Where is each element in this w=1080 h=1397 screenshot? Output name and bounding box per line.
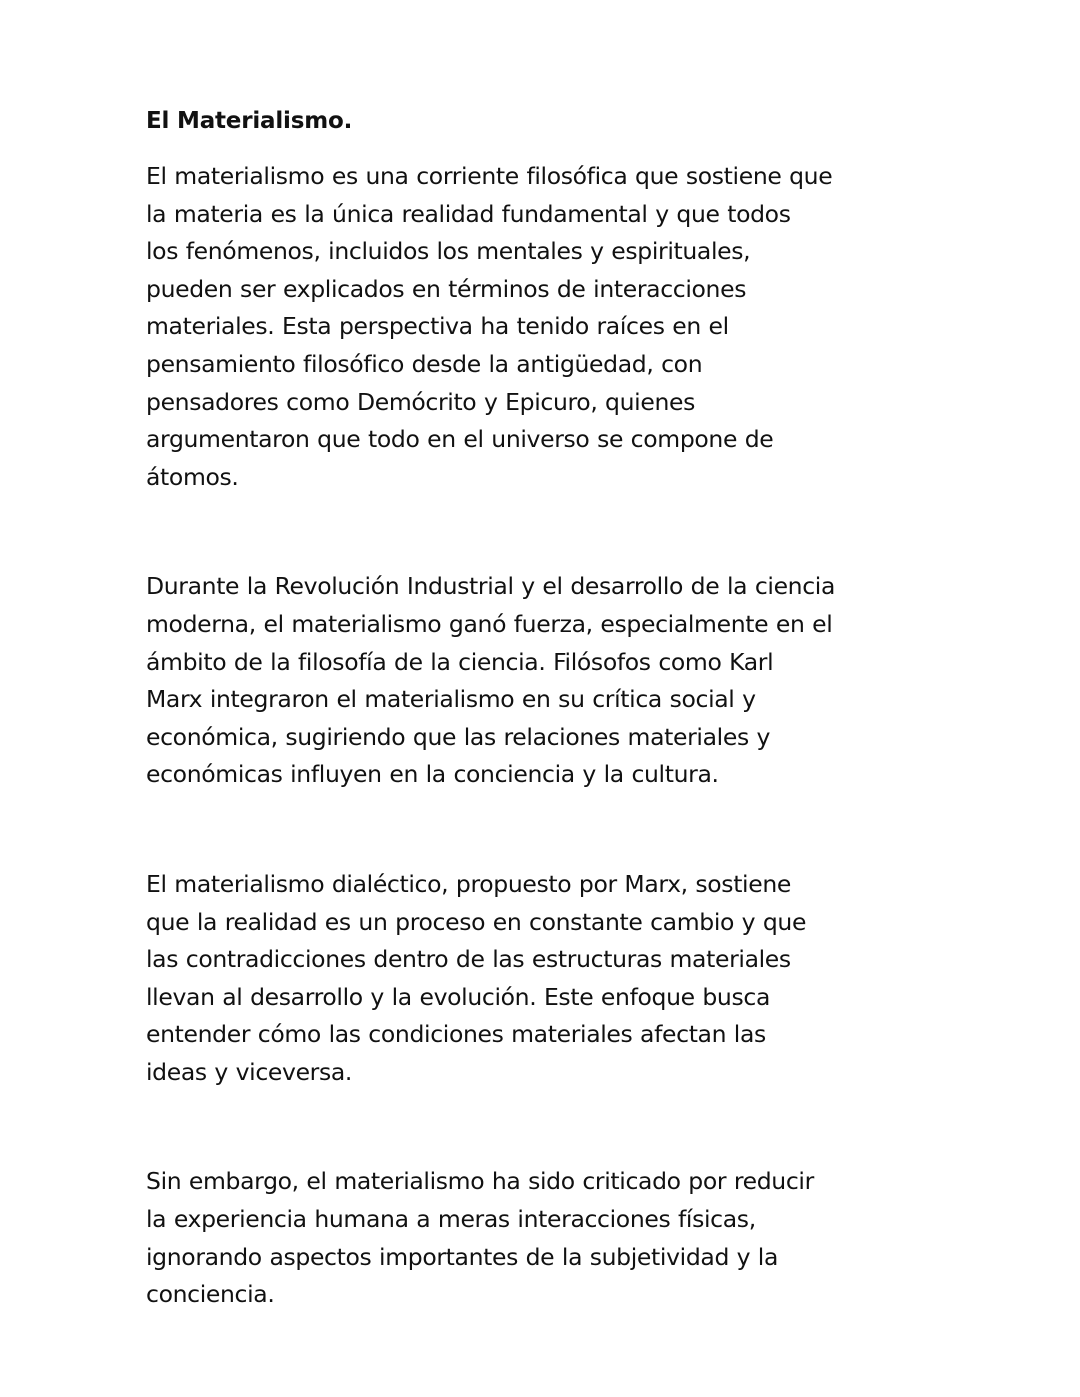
paragraph-industrial-revolution: Durante la Revolución Industrial y el desarrollo de la ciencia moderna, el materialismo ganó fuerza, especialmente en el ámbito de la filosofía de la ciencia. Filósofos como Karl Marx integraron el materialismo en su crítica social y económica, sugiriendo que las relaciones materiales y económicas influyen en la conciencia y la cultura.: [146, 572, 836, 789]
paragraph-dialectical-materialism: El materialismo dialéctico, propuesto por Marx, sostiene que la realidad es un proceso en constante cambio y que las contradicciones dentro de las estructuras materiales llevan al desarrollo y la evolución. Este enfoque busca entender cómo las condiciones materiales afectan las ideas y viceversa.: [146, 869, 807, 1086]
paragraph-criticism: Sin embargo, el materialismo ha sido criticado por reducir la experiencia humana a meras interacciones físicas, ignorando aspectos importantes de la subjetividad y la conciencia.: [146, 1167, 814, 1309]
paragraph-introduction: El materialismo es una corriente filosófica que sostiene que la materia es la única realidad fundamental y que todos los fenómenos, incluidos los mentales y espirituales, pueden ser explicados en términos de interacciones materiales. Esta perspectiva ha tenido raíces en el pensamiento filosófico desde la antigüedad, con pensadores como Demócrito y Epicuro, quienes argumentaron que todo en el universo se compone de átomos.: [146, 162, 833, 491]
document-title: El Materialismo.: [146, 108, 353, 134]
document-body: [146, 104, 906, 1314]
